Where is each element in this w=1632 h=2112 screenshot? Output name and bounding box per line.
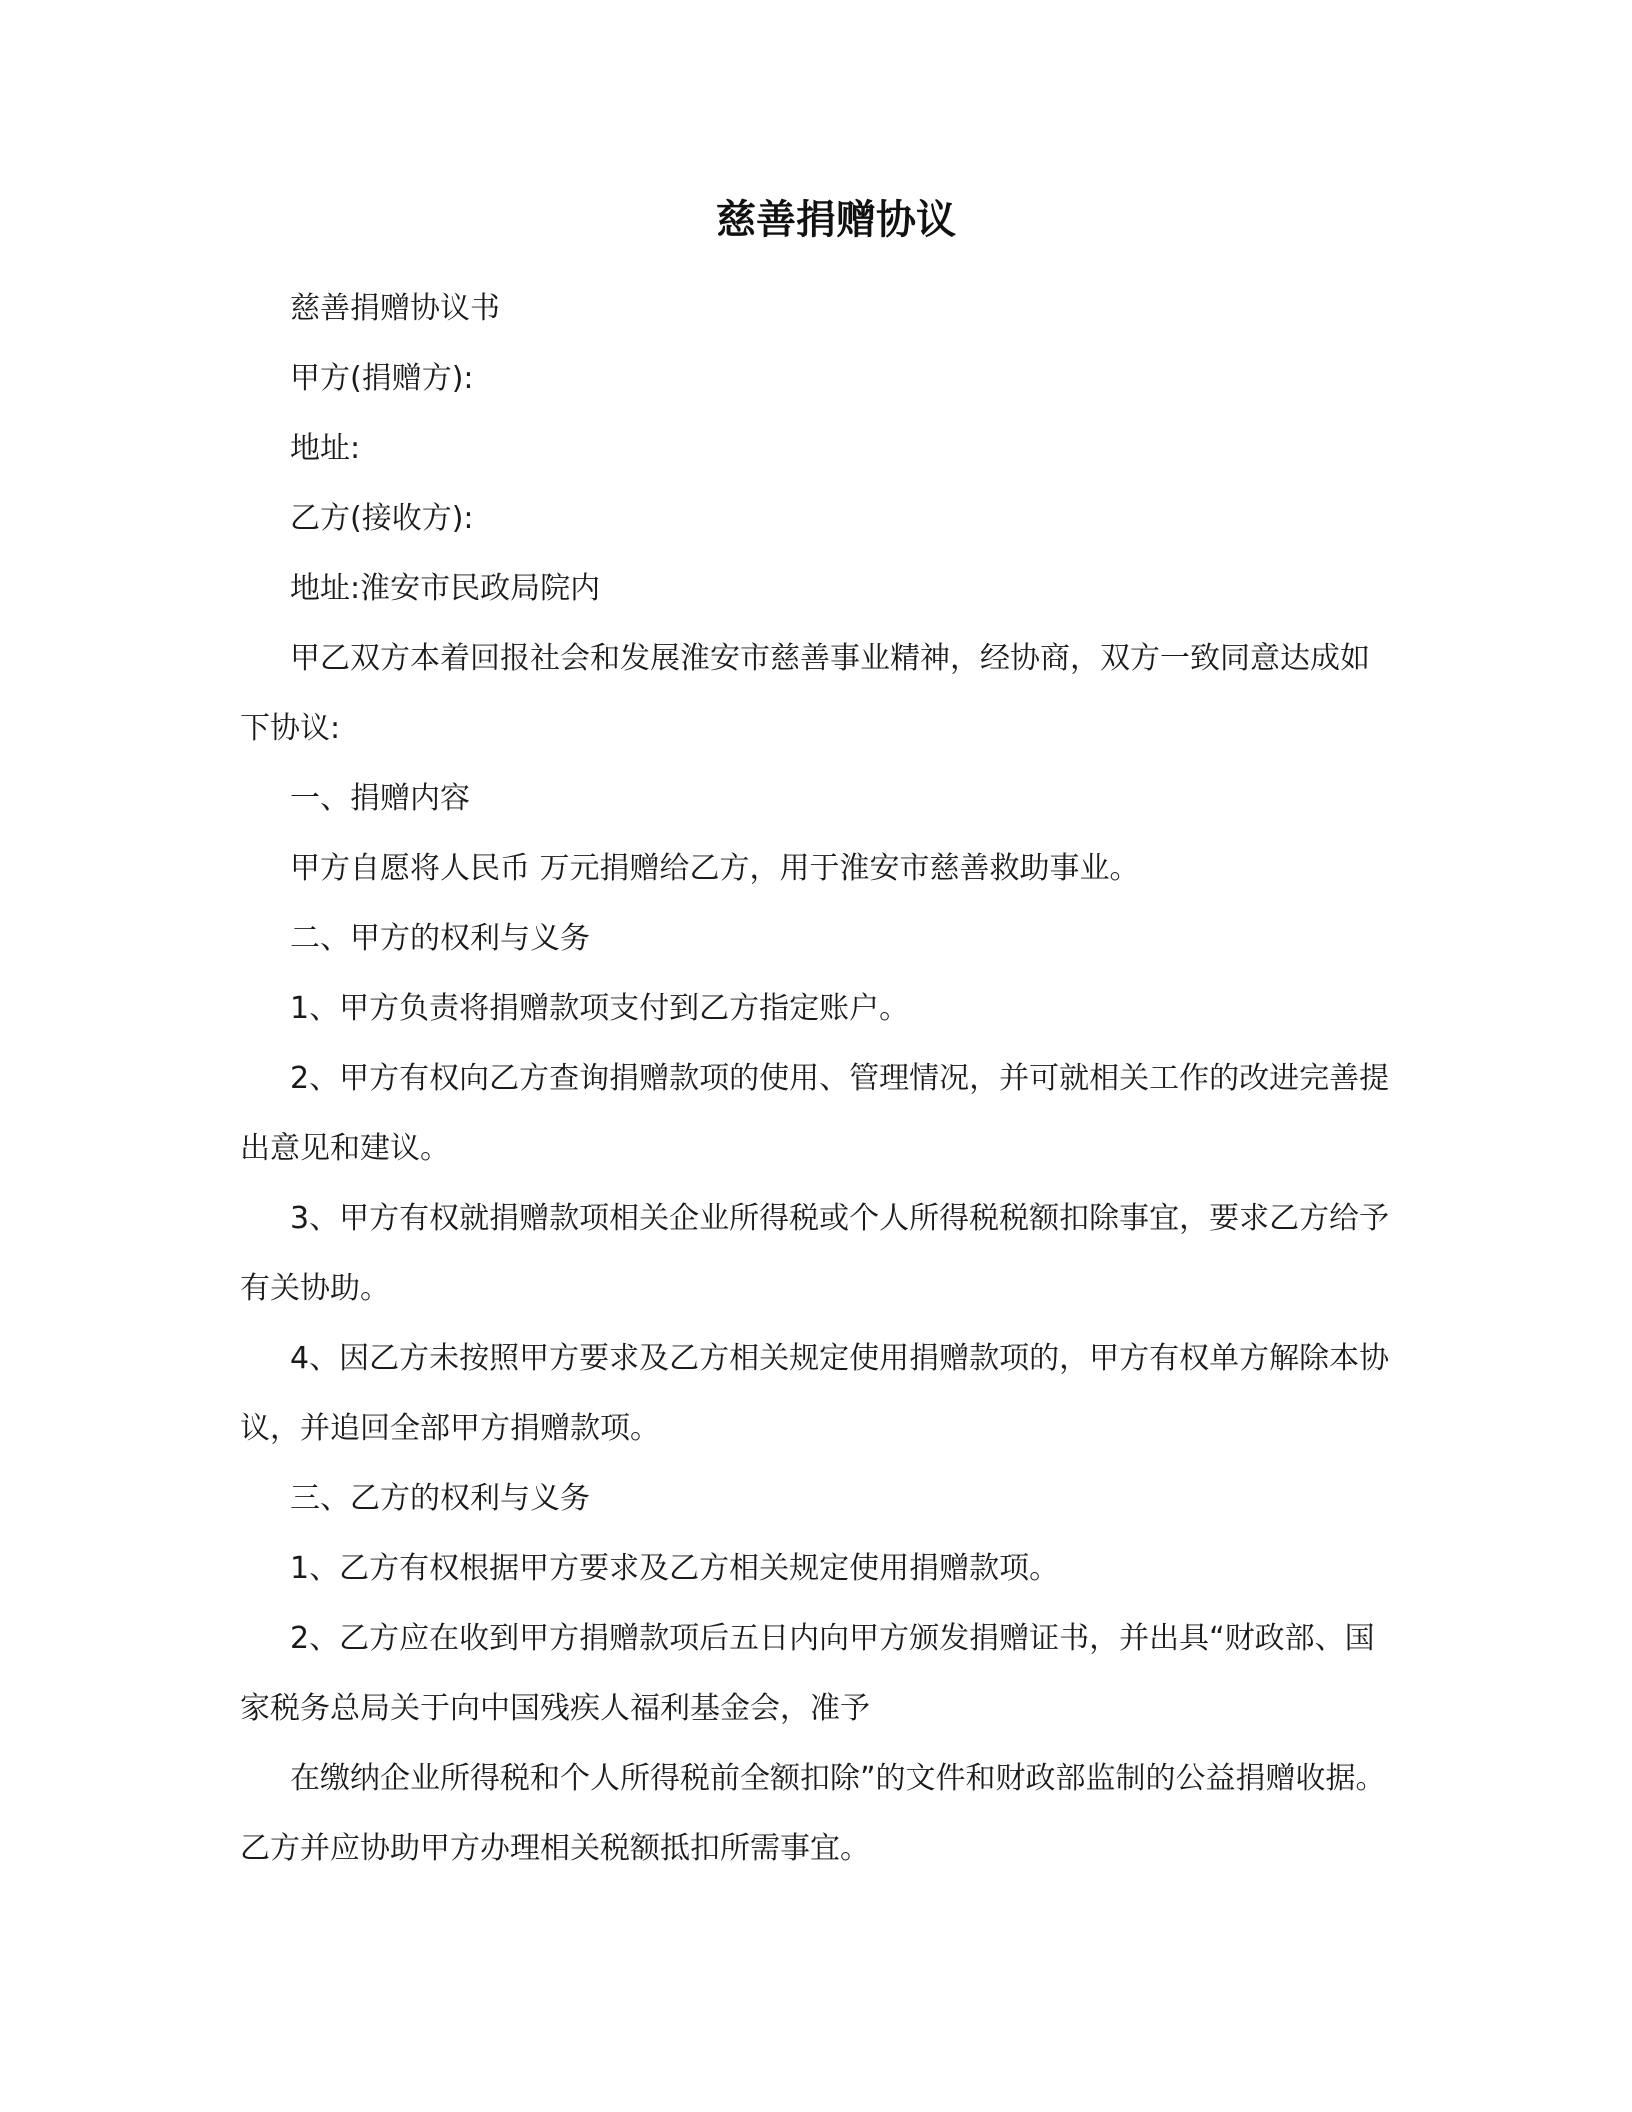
paragraph-donation-content: 甲方自愿将人民币 万元捐赠给乙方，用于淮安市慈善救助事业。 (290, 851, 1140, 886)
document-body (240, 274, 1390, 1884)
paragraph-subtitle: 慈善捐赠协议书 (290, 291, 500, 326)
paragraph-party-b: 乙方(接收方): (290, 501, 474, 536)
clause-a-1: 1、甲方负责将捐赠款项支付到乙方指定账户。 (290, 991, 910, 1026)
paragraph-party-a-address: 地址: (290, 431, 361, 466)
section-heading-party-a-rights: 二、甲方的权利与义务 (290, 921, 590, 956)
paragraph-preamble: 甲乙双方本着回报社会和发展淮安市慈善事业精神，经协商，双方一致同意达成如下协议: (240, 641, 1370, 746)
clause-a-3: 3、甲方有权就捐赠款项相关企业所得税或个人所得税税额扣除事宜，要求乙方给予有关协助。 (240, 1201, 1390, 1306)
clause-a-4: 4、因乙方未按照甲方要求及乙方相关规定使用捐赠款项的，甲方有权单方解除本协议，并追回全部甲方捐赠款项。 (240, 1341, 1390, 1446)
clause-b-2: 2、乙方应在收到甲方捐赠款项后五日内向甲方颁发捐赠证书，并出具“财政部、国家税务总局关于向中国残疾人福利基金会，准予 (240, 1621, 1375, 1726)
paragraph-party-b-address: 地址:淮安市民政局院内 (290, 571, 601, 606)
clause-b-1: 1、乙方有权根据甲方要求及乙方相关规定使用捐赠款项。 (290, 1551, 1060, 1586)
clause-a-2: 2、甲方有权向乙方查询捐赠款项的使用、管理情况，并可就相关工作的改进完善提出意见和建议。 (240, 1061, 1390, 1166)
paragraph-party-a: 甲方(捐赠方): (290, 361, 474, 396)
section-heading-party-b-rights: 三、乙方的权利与义务 (290, 1481, 590, 1516)
document-title: 慈善捐赠协议 (716, 197, 956, 243)
clause-b-2-continued: 在缴纳企业所得税和个人所得税前全额扣除”的文件和财政部监制的公益捐赠收据。乙方并应协助甲方办理相关税额抵扣所需事宜。 (240, 1761, 1386, 1866)
section-heading-donation: 一、捐赠内容 (290, 781, 470, 816)
